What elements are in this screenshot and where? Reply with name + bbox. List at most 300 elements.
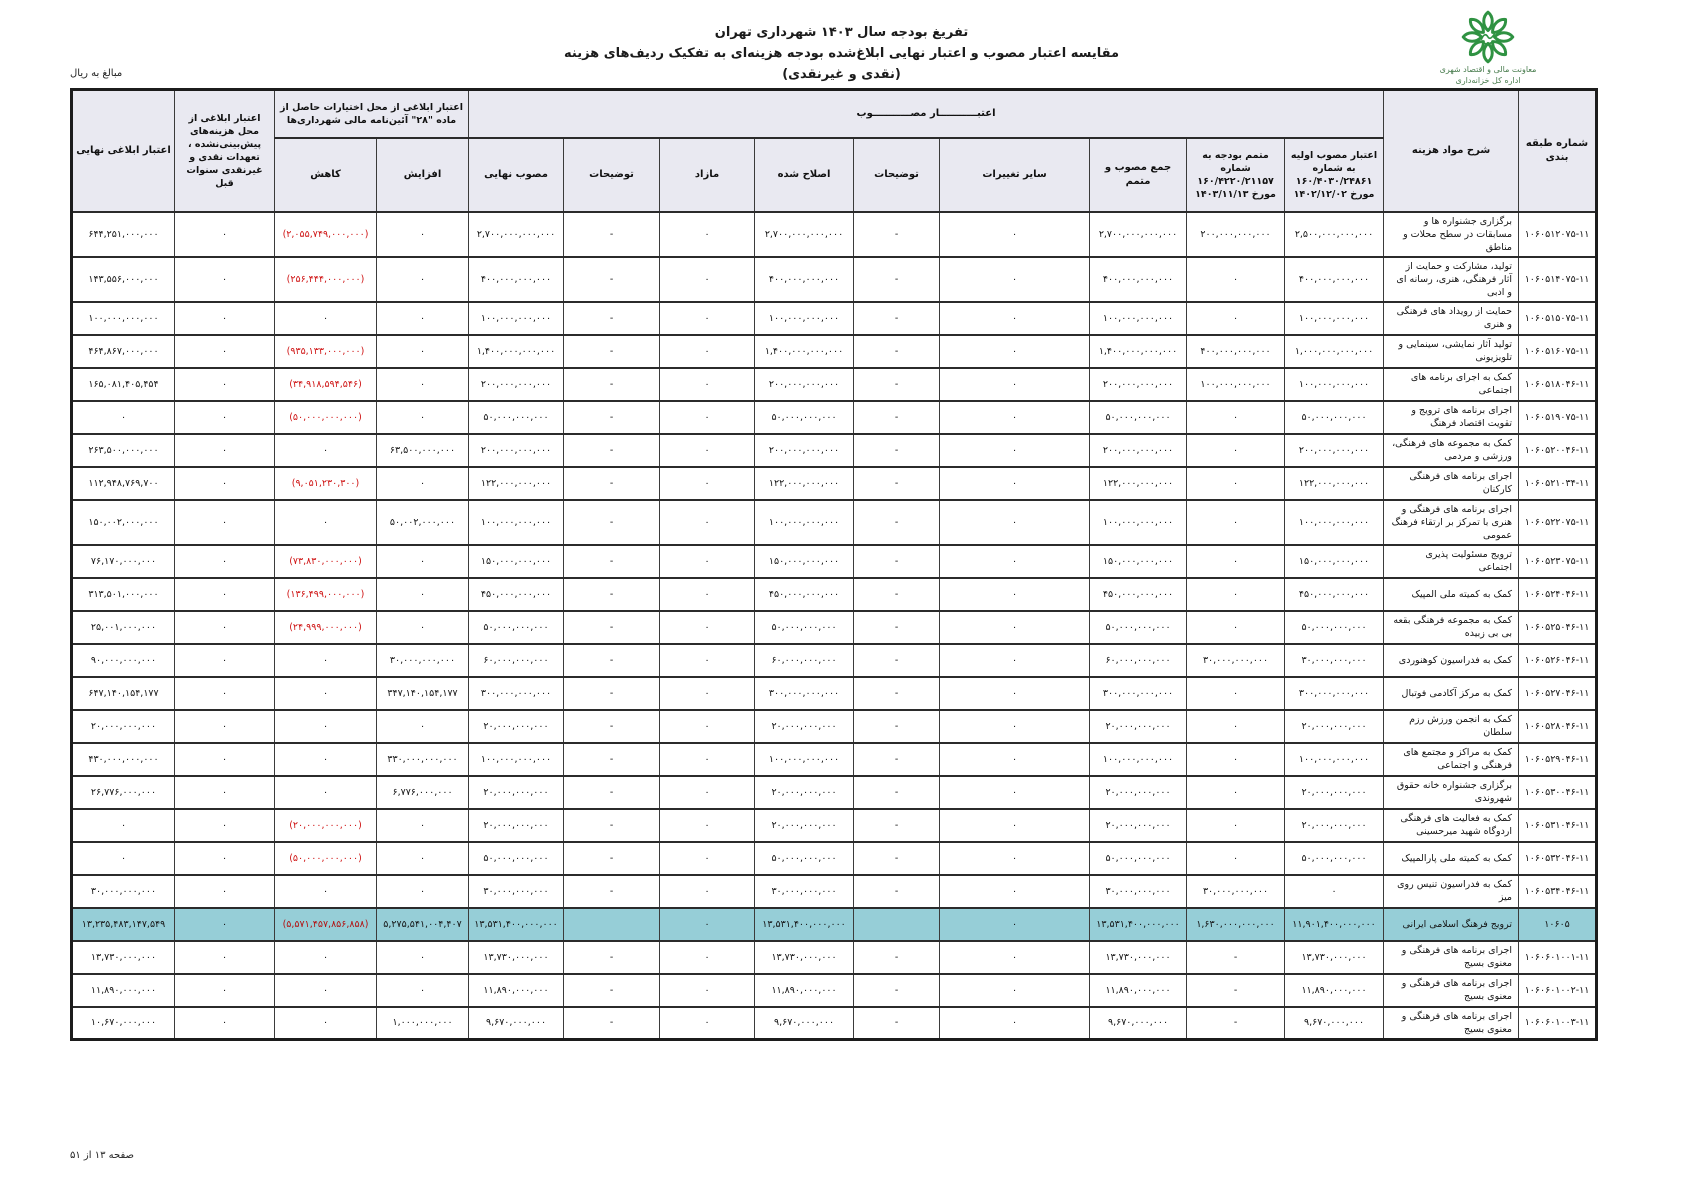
cell-supplement: ۲۰۰,۰۰۰,۰۰۰,۰۰۰ xyxy=(1187,212,1285,257)
table-row xyxy=(72,500,1597,545)
cell-desc: کمک به فعالیت های فرهنگی اردوگاه شهید میرحسینی xyxy=(1384,809,1519,842)
cell-final: ۱۳,۵۳۱,۴۰۰,۰۰۰,۰۰۰ xyxy=(469,908,564,941)
cell-desc: کمک به فدراسیون تنیس روی میز xyxy=(1384,875,1519,908)
cell-sum: ۱۳,۵۳۱,۴۰۰,۰۰۰,۰۰۰ xyxy=(1090,908,1187,941)
table-row xyxy=(72,434,1597,467)
cell-notes2: - xyxy=(564,644,660,677)
cell-unforeseen: ۰ xyxy=(175,545,275,578)
cell-initial: ۲,۵۰۰,۰۰۰,۰۰۰,۰۰۰ xyxy=(1285,212,1384,257)
tehran-municipality-logo-icon xyxy=(1459,10,1517,64)
cell-supplement: - xyxy=(1187,941,1285,974)
cell-increase: ۰ xyxy=(377,545,469,578)
cell-unforeseen: ۰ xyxy=(175,809,275,842)
total-row xyxy=(72,908,1597,941)
cell-decrease: ۰ xyxy=(275,710,377,743)
cell-final_alloc: ۴۶۴,۸۶۷,۰۰۰,۰۰۰ xyxy=(72,335,175,368)
cell-surplus: ۰ xyxy=(660,545,755,578)
cell-final: ۹,۶۷۰,۰۰۰,۰۰۰ xyxy=(469,1007,564,1040)
cell-desc: اجرای برنامه های فرهنگی و معنوی بسیج xyxy=(1384,1007,1519,1040)
cell-initial: ۱۵۰,۰۰۰,۰۰۰,۰۰۰ xyxy=(1285,545,1384,578)
cell-sum: ۶۰,۰۰۰,۰۰۰,۰۰۰ xyxy=(1090,644,1187,677)
table-row xyxy=(72,302,1597,335)
page-title: تفریغ بودجه سال ۱۴۰۳ شهرداری تهران xyxy=(714,25,969,40)
cell-code: ۱۰۶۰۵۱۵۰۷۵-۱۱ xyxy=(1519,302,1597,335)
cell-other: ۰ xyxy=(940,842,1090,875)
cell-sum: ۵۰,۰۰۰,۰۰۰,۰۰۰ xyxy=(1090,611,1187,644)
table-body xyxy=(72,212,1597,1040)
cell-sum: ۲,۷۰۰,۰۰۰,۰۰۰,۰۰۰ xyxy=(1090,212,1187,257)
cell-decrease: ۰ xyxy=(275,776,377,809)
cell-decrease: ۰ xyxy=(275,743,377,776)
cell-supplement: ۰ xyxy=(1187,578,1285,611)
cell-decrease: ۰ xyxy=(275,644,377,677)
cell-increase: ۰ xyxy=(377,257,469,302)
cell-code: ۱۰۶۰۵۲۴۰۴۶-۱۱ xyxy=(1519,578,1597,611)
cell-notes1: - xyxy=(854,500,940,545)
cell-amended: ۱۵۰,۰۰۰,۰۰۰,۰۰۰ xyxy=(755,545,854,578)
cell-notes1: - xyxy=(854,1007,940,1040)
cell-initial: ۲۰,۰۰۰,۰۰۰,۰۰۰ xyxy=(1285,710,1384,743)
cell-increase: ۰ xyxy=(377,335,469,368)
cell-code: ۱۰۶۰۵۳۱۰۴۶-۱۱ xyxy=(1519,809,1597,842)
cell-final_alloc: ۱۴۳,۵۵۶,۰۰۰,۰۰۰ xyxy=(72,257,175,302)
cell-surplus: ۰ xyxy=(660,875,755,908)
cell-desc: کمک به مجموعه فرهنگی بقعه بی بی زبیده xyxy=(1384,611,1519,644)
cell-sum: ۲۰,۰۰۰,۰۰۰,۰۰۰ xyxy=(1090,776,1187,809)
table-row xyxy=(72,809,1597,842)
cell-desc: کمک به کمیته ملی پارالمپیک xyxy=(1384,842,1519,875)
cell-initial: ۹,۶۷۰,۰۰۰,۰۰۰ xyxy=(1285,1007,1384,1040)
cell-initial: ۲۰,۰۰۰,۰۰۰,۰۰۰ xyxy=(1285,776,1384,809)
cell-final_alloc: ۴۳۰,۰۰۰,۰۰۰,۰۰۰ xyxy=(72,743,175,776)
cell-desc: اجرای برنامه های فرهنگی و هنری با تمرکز بر ارتقاء فرهنگ عمومی xyxy=(1384,500,1519,545)
header-group-approved-credit: اعتبـــــــــــار مصـــــــــــوب xyxy=(469,90,1384,138)
cell-notes1: - xyxy=(854,941,940,974)
cell-decrease: (۱۳۶,۴۹۹,۰۰۰,۰۰۰) xyxy=(275,578,377,611)
cell-sum: ۱۲۲,۰۰۰,۰۰۰,۰۰۰ xyxy=(1090,467,1187,500)
org-name-line1: معاونت مالی و اقتصاد شهری xyxy=(1439,65,1537,74)
cell-supplement: ۱۰۰,۰۰۰,۰۰۰,۰۰۰ xyxy=(1187,368,1285,401)
cell-desc: تولید، مشارکت و حمایت از آثار فرهنگی، هنری، رسانه ای و ادبی xyxy=(1384,257,1519,302)
cell-unforeseen: ۰ xyxy=(175,908,275,941)
header-final-approved: مصوب نهایی xyxy=(469,138,564,212)
cell-supplement: ۰ xyxy=(1187,500,1285,545)
cell-supplement: ۰ xyxy=(1187,710,1285,743)
header-notes-2: توضیحات xyxy=(564,138,660,212)
cell-desc: کمک به مراکز و مجتمع های فرهنگی و اجتماعی xyxy=(1384,743,1519,776)
cell-final: ۵۰,۰۰۰,۰۰۰,۰۰۰ xyxy=(469,611,564,644)
cell-other: ۰ xyxy=(940,644,1090,677)
cell-other: ۰ xyxy=(940,545,1090,578)
cell-unforeseen: ۰ xyxy=(175,941,275,974)
cell-other: ۰ xyxy=(940,776,1090,809)
cell-final_alloc: ۱۳,۷۳۰,۰۰۰,۰۰۰ xyxy=(72,941,175,974)
cell-notes2: - xyxy=(564,212,660,257)
table-row xyxy=(72,368,1597,401)
cell-decrease: (۹,۰۵۱,۲۳۰,۳۰۰) xyxy=(275,467,377,500)
cell-sum: ۱۵۰,۰۰۰,۰۰۰,۰۰۰ xyxy=(1090,545,1187,578)
cell-final: ۲۰۰,۰۰۰,۰۰۰,۰۰۰ xyxy=(469,368,564,401)
cell-decrease: ۰ xyxy=(275,500,377,545)
cell-sum: ۱۰۰,۰۰۰,۰۰۰,۰۰۰ xyxy=(1090,500,1187,545)
cell-unforeseen: ۰ xyxy=(175,710,275,743)
cell-code: ۱۰۶۰۵۲۳۰۷۵-۱۱ xyxy=(1519,545,1597,578)
cell-notes2: - xyxy=(564,941,660,974)
cell-surplus: ۰ xyxy=(660,368,755,401)
cell-final: ۴۵۰,۰۰۰,۰۰۰,۰۰۰ xyxy=(469,578,564,611)
cell-decrease: ۰ xyxy=(275,302,377,335)
cell-code: ۱۰۶۰۵۲۱۰۳۴-۱۱ xyxy=(1519,467,1597,500)
cell-notes1: - xyxy=(854,401,940,434)
cell-notes2: - xyxy=(564,401,660,434)
cell-initial: ۵۰,۰۰۰,۰۰۰,۰۰۰ xyxy=(1285,842,1384,875)
cell-initial: ۱۱,۹۰۱,۴۰۰,۰۰۰,۰۰۰ xyxy=(1285,908,1384,941)
cell-surplus: ۰ xyxy=(660,776,755,809)
cell-amended: ۱۱,۸۹۰,۰۰۰,۰۰۰ xyxy=(755,974,854,1007)
cell-code: ۱۰۶۰۵۲۷۰۴۶-۱۱ xyxy=(1519,677,1597,710)
cell-notes2: - xyxy=(564,809,660,842)
cell-supplement: ۳۰,۰۰۰,۰۰۰,۰۰۰ xyxy=(1187,875,1285,908)
cell-supplement: ۰ xyxy=(1187,842,1285,875)
cell-unforeseen: ۰ xyxy=(175,875,275,908)
cell-increase: ۰ xyxy=(377,368,469,401)
cell-unforeseen: ۰ xyxy=(175,212,275,257)
cell-other: ۰ xyxy=(940,434,1090,467)
cell-amended: ۱,۴۰۰,۰۰۰,۰۰۰,۰۰۰ xyxy=(755,335,854,368)
header-decrease: کاهش xyxy=(275,138,377,212)
cell-other: ۰ xyxy=(940,578,1090,611)
cell-surplus: ۰ xyxy=(660,434,755,467)
cell-increase: ۰ xyxy=(377,710,469,743)
cell-supplement: ۰ xyxy=(1187,434,1285,467)
cell-final_alloc: ۰ xyxy=(72,809,175,842)
cell-notes2: - xyxy=(564,1007,660,1040)
cell-decrease: (۲,۰۵۵,۷۴۹,۰۰۰,۰۰۰) xyxy=(275,212,377,257)
cell-notes1: - xyxy=(854,302,940,335)
cell-final: ۵۰,۰۰۰,۰۰۰,۰۰۰ xyxy=(469,842,564,875)
table-row xyxy=(72,941,1597,974)
table-header xyxy=(72,90,1597,212)
cell-final_alloc: ۳۱۳,۵۰۱,۰۰۰,۰۰۰ xyxy=(72,578,175,611)
cell-amended: ۵۰,۰۰۰,۰۰۰,۰۰۰ xyxy=(755,611,854,644)
cell-sum: ۳۰,۰۰۰,۰۰۰,۰۰۰ xyxy=(1090,875,1187,908)
cell-surplus: ۰ xyxy=(660,710,755,743)
cell-final_alloc: ۰ xyxy=(72,842,175,875)
cell-initial: ۵۰,۰۰۰,۰۰۰,۰۰۰ xyxy=(1285,611,1384,644)
cell-amended: ۵۰,۰۰۰,۰۰۰,۰۰۰ xyxy=(755,401,854,434)
cell-notes1: - xyxy=(854,974,940,1007)
cell-amended: ۱۰۰,۰۰۰,۰۰۰,۰۰۰ xyxy=(755,743,854,776)
cell-initial: ۱۲۲,۰۰۰,۰۰۰,۰۰۰ xyxy=(1285,467,1384,500)
cell-code: ۱۰۶۰۶۰۱۰۰۱-۱۱ xyxy=(1519,941,1597,974)
cell-amended: ۹,۶۷۰,۰۰۰,۰۰۰ xyxy=(755,1007,854,1040)
cell-other: ۰ xyxy=(940,368,1090,401)
cell-desc: کمک به فدراسیون کوهنوردی xyxy=(1384,644,1519,677)
cell-initial: ۳۰۰,۰۰۰,۰۰۰,۰۰۰ xyxy=(1285,677,1384,710)
cell-code: ۱۰۶۰۵۱۹۰۷۵-۱۱ xyxy=(1519,401,1597,434)
cell-decrease: ۰ xyxy=(275,875,377,908)
cell-surplus: ۰ xyxy=(660,401,755,434)
table-row xyxy=(72,776,1597,809)
table-row xyxy=(72,644,1597,677)
cell-amended: ۱۰۰,۰۰۰,۰۰۰,۰۰۰ xyxy=(755,500,854,545)
table-row xyxy=(72,578,1597,611)
cell-desc: اجرای برنامه های فرهنگی و معنوی بسیج xyxy=(1384,974,1519,1007)
cell-final: ۳۰۰,۰۰۰,۰۰۰,۰۰۰ xyxy=(469,677,564,710)
header-sum-approved-supplement: جمع مصوب و متمم xyxy=(1090,138,1187,212)
cell-amended: ۲,۷۰۰,۰۰۰,۰۰۰,۰۰۰ xyxy=(755,212,854,257)
cell-supplement: ۰ xyxy=(1187,776,1285,809)
cell-final_alloc: ۹۰,۰۰۰,۰۰۰,۰۰۰ xyxy=(72,644,175,677)
cell-code: ۱۰۶۰۵۲۸۰۴۶-۱۱ xyxy=(1519,710,1597,743)
cell-notes2: - xyxy=(564,467,660,500)
cell-notes1: - xyxy=(854,257,940,302)
cell-sum: ۵۰,۰۰۰,۰۰۰,۰۰۰ xyxy=(1090,842,1187,875)
cell-supplement: ۰ xyxy=(1187,809,1285,842)
table-row xyxy=(72,974,1597,1007)
cell-supplement: ۱,۶۳۰,۰۰۰,۰۰۰,۰۰۰ xyxy=(1187,908,1285,941)
cell-surplus: ۰ xyxy=(660,302,755,335)
cell-surplus: ۰ xyxy=(660,842,755,875)
cell-desc: برگزاری جشنواره خانه حقوق شهروندی xyxy=(1384,776,1519,809)
cell-code: ۱۰۶۰۵۲۹۰۴۶-۱۱ xyxy=(1519,743,1597,776)
cell-final_alloc: ۲۰,۰۰۰,۰۰۰,۰۰۰ xyxy=(72,710,175,743)
cell-decrease: (۲۰,۰۰۰,۰۰۰,۰۰۰) xyxy=(275,809,377,842)
cell-notes1 xyxy=(854,908,940,941)
cell-increase: ۰ xyxy=(377,974,469,1007)
cell-notes1: - xyxy=(854,545,940,578)
cell-code: ۱۰۶۰۵ xyxy=(1519,908,1597,941)
cell-other: ۰ xyxy=(940,710,1090,743)
cell-surplus: ۰ xyxy=(660,257,755,302)
cell-initial: ۴۰۰,۰۰۰,۰۰۰,۰۰۰ xyxy=(1285,257,1384,302)
cell-surplus: ۰ xyxy=(660,212,755,257)
table-row xyxy=(72,335,1597,368)
cell-code: ۱۰۶۰۵۱۴۰۷۵-۱۱ xyxy=(1519,257,1597,302)
cell-notes1: - xyxy=(854,875,940,908)
cell-other: ۰ xyxy=(940,677,1090,710)
cell-notes2: - xyxy=(564,710,660,743)
cell-final_alloc: ۱۱۲,۹۴۸,۷۶۹,۷۰۰ xyxy=(72,467,175,500)
table-row xyxy=(72,467,1597,500)
cell-amended: ۵۰,۰۰۰,۰۰۰,۰۰۰ xyxy=(755,842,854,875)
cell-unforeseen: ۰ xyxy=(175,302,275,335)
cell-increase: ۵,۲۷۵,۵۴۱,۰۰۴,۴۰۷ xyxy=(377,908,469,941)
cell-sum: ۲۰۰,۰۰۰,۰۰۰,۰۰۰ xyxy=(1090,368,1187,401)
cell-surplus: ۰ xyxy=(660,335,755,368)
cell-final_alloc: ۱۶۵,۰۸۱,۴۰۵,۴۵۴ xyxy=(72,368,175,401)
cell-desc: حمایت از رویداد های فرهنگی و هنری xyxy=(1384,302,1519,335)
cell-final_alloc: ۱۰,۶۷۰,۰۰۰,۰۰۰ xyxy=(72,1007,175,1040)
cell-initial: ۴۵۰,۰۰۰,۰۰۰,۰۰۰ xyxy=(1285,578,1384,611)
cell-increase: ۰ xyxy=(377,809,469,842)
cell-increase: ۳۰,۰۰۰,۰۰۰,۰۰۰ xyxy=(377,644,469,677)
cell-sum: ۴۰۰,۰۰۰,۰۰۰,۰۰۰ xyxy=(1090,257,1187,302)
header-amended: اصلاح شده xyxy=(755,138,854,212)
currency-note: مبالغ به ریال xyxy=(70,68,123,79)
cell-other: ۰ xyxy=(940,467,1090,500)
cell-notes2: - xyxy=(564,578,660,611)
cell-increase: ۰ xyxy=(377,941,469,974)
cell-code: ۱۰۶۰۵۲۶۰۴۶-۱۱ xyxy=(1519,644,1597,677)
cell-unforeseen: ۰ xyxy=(175,401,275,434)
cell-notes2: - xyxy=(564,743,660,776)
cell-desc: ترویج مسئولیت پذیری اجتماعی xyxy=(1384,545,1519,578)
cell-final_alloc: ۷۶,۱۷۰,۰۰۰,۰۰۰ xyxy=(72,545,175,578)
cell-desc: کمک به انجمن ورزش رزم سلطان xyxy=(1384,710,1519,743)
cell-final_alloc: ۰ xyxy=(72,401,175,434)
cell-desc: کمک به مرکز آکادمی فوتبال xyxy=(1384,677,1519,710)
cell-increase: ۰ xyxy=(377,212,469,257)
cell-amended: ۳۰,۰۰۰,۰۰۰,۰۰۰ xyxy=(755,875,854,908)
cell-supplement: ۰ xyxy=(1187,257,1285,302)
cell-initial: ۲۰,۰۰۰,۰۰۰,۰۰۰ xyxy=(1285,809,1384,842)
table-row xyxy=(72,257,1597,302)
cell-initial: ۱۰۰,۰۰۰,۰۰۰,۰۰۰ xyxy=(1285,500,1384,545)
cell-surplus: ۰ xyxy=(660,974,755,1007)
cell-supplement: ۰ xyxy=(1187,302,1285,335)
cell-unforeseen: ۰ xyxy=(175,776,275,809)
cell-notes1: - xyxy=(854,644,940,677)
cell-increase: ۰ xyxy=(377,578,469,611)
cell-increase: ۰ xyxy=(377,611,469,644)
cell-final: ۱۳,۷۳۰,۰۰۰,۰۰۰ xyxy=(469,941,564,974)
cell-final_alloc: ۶۴۷,۱۴۰,۱۵۴,۱۷۷ xyxy=(72,677,175,710)
cell-other: ۰ xyxy=(940,941,1090,974)
cell-other: ۰ xyxy=(940,611,1090,644)
cell-initial: ۱۳,۷۳۰,۰۰۰,۰۰۰ xyxy=(1285,941,1384,974)
cell-sum: ۲۰,۰۰۰,۰۰۰,۰۰۰ xyxy=(1090,809,1187,842)
cell-final_alloc: ۲۶۳,۵۰۰,۰۰۰,۰۰۰ xyxy=(72,434,175,467)
cell-surplus: ۰ xyxy=(660,908,755,941)
cell-notes1: - xyxy=(854,677,940,710)
cell-decrease: (۳۴,۹۱۸,۵۹۴,۵۴۶) xyxy=(275,368,377,401)
cell-sum: ۱۳,۷۳۰,۰۰۰,۰۰۰ xyxy=(1090,941,1187,974)
header-classification-code: شماره طبقه بندی xyxy=(1519,90,1597,212)
cell-decrease: ۰ xyxy=(275,941,377,974)
table-row xyxy=(72,212,1597,257)
cell-notes2: - xyxy=(564,335,660,368)
cell-increase: ۰ xyxy=(377,467,469,500)
cell-sum: ۲۰,۰۰۰,۰۰۰,۰۰۰ xyxy=(1090,710,1187,743)
cell-supplement: ۰ xyxy=(1187,611,1285,644)
cell-notes2: - xyxy=(564,677,660,710)
cell-other: ۰ xyxy=(940,974,1090,1007)
cell-supplement: ۴۰۰,۰۰۰,۰۰۰,۰۰۰ xyxy=(1187,335,1285,368)
cell-other: ۰ xyxy=(940,302,1090,335)
cell-increase: ۵۰,۰۰۲,۰۰۰,۰۰۰ xyxy=(377,500,469,545)
cell-notes2: - xyxy=(564,842,660,875)
cell-notes2: - xyxy=(564,302,660,335)
cell-supplement: - xyxy=(1187,1007,1285,1040)
cell-supplement: ۰ xyxy=(1187,401,1285,434)
cell-initial: ۱۰۰,۰۰۰,۰۰۰,۰۰۰ xyxy=(1285,368,1384,401)
cell-code: ۱۰۶۰۵۳۲۰۴۶-۱۱ xyxy=(1519,842,1597,875)
cell-initial: ۵۰,۰۰۰,۰۰۰,۰۰۰ xyxy=(1285,401,1384,434)
cell-final: ۱۲۲,۰۰۰,۰۰۰,۰۰۰ xyxy=(469,467,564,500)
cell-notes2: - xyxy=(564,611,660,644)
table-row xyxy=(72,401,1597,434)
cell-surplus: ۰ xyxy=(660,743,755,776)
cell-amended: ۲۰۰,۰۰۰,۰۰۰,۰۰۰ xyxy=(755,368,854,401)
cell-unforeseen: ۰ xyxy=(175,644,275,677)
cell-amended: ۱۳,۵۳۱,۴۰۰,۰۰۰,۰۰۰ xyxy=(755,908,854,941)
cell-code: ۱۰۶۰۵۳۰۰۴۶-۱۱ xyxy=(1519,776,1597,809)
cell-unforeseen: ۰ xyxy=(175,1007,275,1040)
cell-initial: ۰ xyxy=(1285,875,1384,908)
cell-unforeseen: ۰ xyxy=(175,467,275,500)
cell-surplus: ۰ xyxy=(660,941,755,974)
cell-final_alloc: ۲۵,۰۰۱,۰۰۰,۰۰۰ xyxy=(72,611,175,644)
cell-desc: کمک به مجموعه های فرهنگی، ورزشی و مردمی xyxy=(1384,434,1519,467)
cell-amended: ۲۰,۰۰۰,۰۰۰,۰۰۰ xyxy=(755,710,854,743)
cell-sum: ۲۰۰,۰۰۰,۰۰۰,۰۰۰ xyxy=(1090,434,1187,467)
cell-notes1: - xyxy=(854,467,940,500)
cell-final: ۲۰,۰۰۰,۰۰۰,۰۰۰ xyxy=(469,776,564,809)
cell-decrease: (۷۳,۸۳۰,۰۰۰,۰۰۰) xyxy=(275,545,377,578)
cell-code: ۱۰۶۰۵۲۵۰۴۶-۱۱ xyxy=(1519,611,1597,644)
cell-notes1: - xyxy=(854,578,940,611)
cell-unforeseen: ۰ xyxy=(175,434,275,467)
cell-notes1: - xyxy=(854,842,940,875)
cell-code: ۱۰۶۰۵۲۰۰۴۶-۱۱ xyxy=(1519,434,1597,467)
cell-increase: ۰ xyxy=(377,875,469,908)
cell-code: ۱۰۶۰۶۰۱۰۰۳-۱۱ xyxy=(1519,1007,1597,1040)
cell-desc: ترویج فرهنگ اسلامی ایرانی xyxy=(1384,908,1519,941)
header-group-article28: اعتبار ابلاغی از محل اختیارات حاصل از ماده "۲۸" آئین‌نامه مالی شهرداری‌ها xyxy=(275,90,469,138)
cell-unforeseen: ۰ xyxy=(175,842,275,875)
cell-sum: ۵۰,۰۰۰,۰۰۰,۰۰۰ xyxy=(1090,401,1187,434)
cell-unforeseen: ۰ xyxy=(175,500,275,545)
table-row xyxy=(72,743,1597,776)
cell-final_alloc: ۳۰,۰۰۰,۰۰۰,۰۰۰ xyxy=(72,875,175,908)
cell-other: ۰ xyxy=(940,743,1090,776)
cell-desc: برگزاری جشنواره ها و مسابقات در سطح محلات و مناطق xyxy=(1384,212,1519,257)
table-row xyxy=(72,842,1597,875)
cell-code: ۱۰۶۰۶۰۱۰۰۲-۱۱ xyxy=(1519,974,1597,1007)
cell-supplement: ۰ xyxy=(1187,467,1285,500)
cell-final: ۶۰,۰۰۰,۰۰۰,۰۰۰ xyxy=(469,644,564,677)
cell-notes1: - xyxy=(854,434,940,467)
cell-final: ۱۵۰,۰۰۰,۰۰۰,۰۰۰ xyxy=(469,545,564,578)
cell-increase: ۳۴۷,۱۴۰,۱۵۴,۱۷۷ xyxy=(377,677,469,710)
cell-surplus: ۰ xyxy=(660,500,755,545)
cell-final: ۲۰۰,۰۰۰,۰۰۰,۰۰۰ xyxy=(469,434,564,467)
cell-sum: ۱۰۰,۰۰۰,۰۰۰,۰۰۰ xyxy=(1090,743,1187,776)
cell-final_alloc: ۲۶,۷۷۶,۰۰۰,۰۰۰ xyxy=(72,776,175,809)
cell-increase: ۳۳۰,۰۰۰,۰۰۰,۰۰۰ xyxy=(377,743,469,776)
cell-decrease: (۹۳۵,۱۳۳,۰۰۰,۰۰۰) xyxy=(275,335,377,368)
cell-notes2: - xyxy=(564,875,660,908)
cell-unforeseen: ۰ xyxy=(175,611,275,644)
cell-other: ۰ xyxy=(940,401,1090,434)
cell-notes2: - xyxy=(564,257,660,302)
cell-final_alloc: ۱۵۰,۰۰۲,۰۰۰,۰۰۰ xyxy=(72,500,175,545)
cell-notes1: - xyxy=(854,776,940,809)
cell-surplus: ۰ xyxy=(660,809,755,842)
page-subtitle: مقایسه اعتبار مصوب و اعتبار نهایی ابلاغ‌شده بودجه هزینه‌ای به تفکیک ردیف‌های هزینه xyxy=(564,46,1119,61)
cell-desc: اجرای برنامه های ترویج و تقویت اقتصاد فرهنگ xyxy=(1384,401,1519,434)
cell-sum: ۴۵۰,۰۰۰,۰۰۰,۰۰۰ xyxy=(1090,578,1187,611)
cell-supplement: - xyxy=(1187,974,1285,1007)
cell-code: ۱۰۶۰۵۳۴۰۴۶-۱۱ xyxy=(1519,875,1597,908)
cell-final: ۴۰۰,۰۰۰,۰۰۰,۰۰۰ xyxy=(469,257,564,302)
cell-decrease: ۰ xyxy=(275,677,377,710)
cell-other: ۰ xyxy=(940,1007,1090,1040)
cell-decrease: (۲۴,۹۹۹,۰۰۰,۰۰۰) xyxy=(275,611,377,644)
cell-surplus: ۰ xyxy=(660,578,755,611)
cell-final: ۱۰۰,۰۰۰,۰۰۰,۰۰۰ xyxy=(469,500,564,545)
